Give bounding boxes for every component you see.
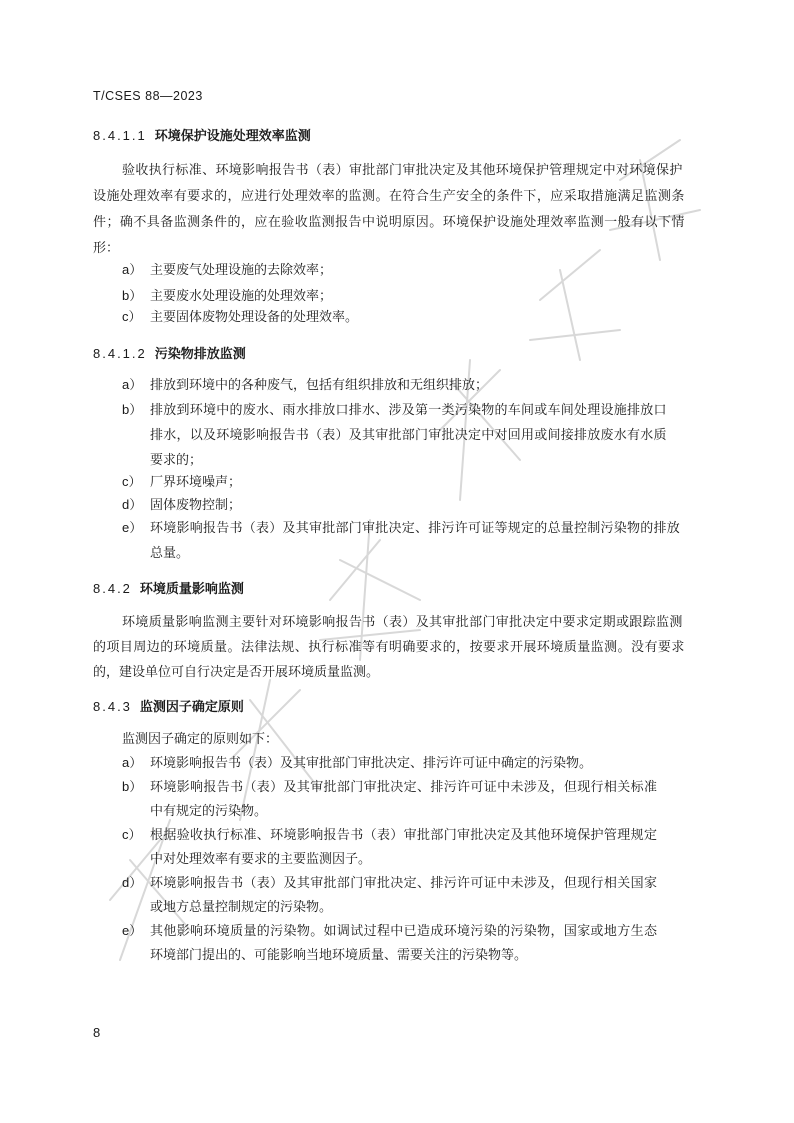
paragraph-line: 环境质量影响监测主要针对环境影响报告书（表）及其审批部门审批决定中要求定期或跟踪监测 bbox=[122, 615, 683, 630]
list-text: 根据验收执行标准、环境影响报告书（表）审批部门审批决定及其他环境保护管理规定 bbox=[150, 828, 658, 843]
section-number: 8.4.3 bbox=[93, 699, 132, 714]
section-number: 8.4.1.2 bbox=[93, 346, 147, 361]
list-label: a） bbox=[122, 262, 143, 277]
list-label: a） bbox=[122, 755, 143, 770]
list-text: 总量。 bbox=[150, 546, 190, 561]
section-title: 污染物排放监测 bbox=[154, 347, 246, 362]
list-text: 固体废物控制； bbox=[150, 498, 242, 513]
list-text: 中对处理效率有要求的主要监测因子。 bbox=[150, 852, 372, 867]
section-number: 8.4.2 bbox=[93, 581, 132, 596]
list-text: 厂界环境噪声； bbox=[150, 475, 242, 490]
list-label: c） bbox=[122, 309, 142, 324]
list-text: 其他影响环境质量的污染物。如调试过程中已造成环境污染的污染物，国家或地方生态 bbox=[150, 924, 658, 939]
section-8411-heading bbox=[93, 125, 311, 144]
document-code: T/CSES 88—2023 bbox=[93, 89, 203, 103]
list-text: 环境影响报告书（表）及其审批部门审批决定、排污许可证等规定的总量控制污染物的排放 bbox=[150, 521, 681, 536]
list-text: 主要废水处理设施的处理效率； bbox=[150, 289, 333, 304]
section-title: 环境保护设施处理效率监测 bbox=[154, 129, 311, 144]
list-label: a） bbox=[122, 377, 143, 392]
list-label: e） bbox=[122, 923, 143, 938]
list-text: 环境影响报告书（表）及其审批部门审批决定、排污许可证中未涉及，但现行相关国家 bbox=[150, 876, 658, 891]
list-label: d） bbox=[122, 497, 143, 512]
section-842-heading bbox=[93, 578, 244, 597]
list-text: 排水，以及环境影响报告书（表）及其审批部门审批决定中对回用或间接排放废水有水质 bbox=[150, 428, 667, 443]
list-text: 主要固体废物处理设备的处理效率。 bbox=[150, 310, 359, 325]
list-text: 排放到环境中的各种废气，包括有组织排放和无组织排放； bbox=[150, 378, 489, 393]
section-843-heading bbox=[93, 696, 244, 715]
list-text: 环境部门提出的、可能影响当地环境质量、需要关注的污染物等。 bbox=[150, 948, 528, 963]
paragraph-line: 的项目周边的环境质量。法律法规、执行标准等有明确要求的，按要求开展环境质量监测。没有要求 bbox=[93, 640, 685, 655]
list-text: 中有规定的污染物。 bbox=[150, 804, 268, 819]
section-title: 环境质量影响监测 bbox=[139, 582, 244, 597]
paragraph-line: 设施处理效率有要求的，应进行处理效率的监测。在符合生产安全的条件下，应采取措施满足监测条 bbox=[93, 189, 685, 204]
list-text: 排放到环境中的废水、雨水排放口排水、涉及第一类污染物的车间或车间处理设施排放口 bbox=[150, 403, 667, 418]
list-label: d） bbox=[122, 875, 143, 890]
list-label: c） bbox=[122, 827, 142, 842]
section-8412-heading bbox=[93, 343, 246, 362]
list-label: b） bbox=[122, 779, 143, 794]
list-text: 或地方总量控制规定的污染物。 bbox=[150, 900, 333, 915]
paragraph-line: 监测因子确定的原则如下： bbox=[122, 732, 279, 747]
list-label: b） bbox=[122, 288, 143, 303]
paragraph-line: 的，建设单位可自行决定是否开展环境质量监测。 bbox=[93, 665, 380, 680]
list-label: c） bbox=[122, 474, 142, 489]
list-text: 环境影响报告书（表）及其审批部门审批决定、排污许可证中未涉及，但现行相关标准 bbox=[150, 780, 658, 795]
list-text: 要求的； bbox=[150, 453, 203, 468]
paragraph-line: 验收执行标准、环境影响报告书（表）审批部门审批决定及其他环境保护管理规定中对环境保护 bbox=[122, 163, 683, 178]
section-title: 监测因子确定原则 bbox=[139, 700, 244, 715]
paragraph-line: 件；确不具备监测条件的，应在验收监测报告中说明原因。环境保护设施处理效率监测一般有以下情 bbox=[93, 215, 685, 230]
section-number: 8.4.1.1 bbox=[93, 128, 147, 143]
page-number: 8 bbox=[93, 1025, 101, 1040]
list-text: 环境影响报告书（表）及其审批部门审批决定、排污许可证中确定的污染物。 bbox=[150, 756, 593, 771]
list-label: e） bbox=[122, 520, 143, 535]
paragraph-line: 形： bbox=[93, 241, 120, 256]
list-label: b） bbox=[122, 402, 143, 417]
list-text: 主要废气处理设施的去除效率； bbox=[150, 263, 333, 278]
